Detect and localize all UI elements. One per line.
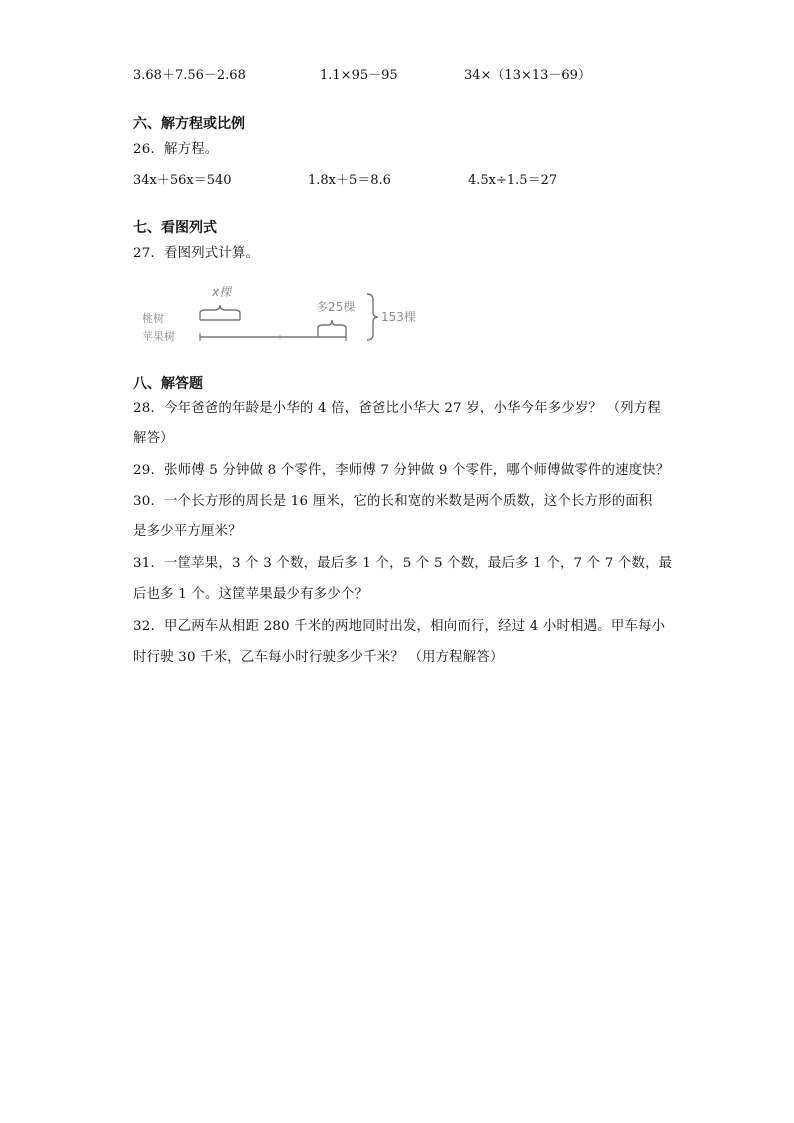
- question-29-line-1: 29．张师傅 5 分钟做 8 个零件，李师傅 7 分钟做 9 个零件，哪个师傅做零件的速度快？: [133, 463, 670, 478]
- question-30-line-1: 30．一个长方形的周长是 16 厘米，它的长和宽的米数是两个质数，这个长方形的面积: [133, 494, 653, 509]
- total-count-label: 153棵: [381, 310, 416, 324]
- question-26: 26．解方程。: [133, 142, 219, 157]
- total-brace: [367, 294, 378, 340]
- equation-1: 34x＋56x＝540: [133, 173, 232, 188]
- section-8-heading: 八、解答题: [133, 376, 203, 392]
- question-31-line-1: 31．一筐苹果，3 个 3 个数，最后多 1 个，5 个 5 个数，最后多 1 个，7 个 7 个数，最: [133, 556, 673, 571]
- x-count-label: x棵: [212, 285, 232, 299]
- question-32-line-1: 32．甲乙两车从相距 280 千米的两地同时出发，相向而行，经过 4 小时相遇。甲车每小: [133, 619, 666, 634]
- x-brace: [200, 305, 240, 320]
- more-brace: [318, 320, 346, 337]
- question-28-line-2: 解答）: [133, 431, 174, 446]
- question-27: 27．看图列式计算。: [133, 246, 260, 261]
- peach-tree-label: 桃树: [142, 312, 164, 325]
- calc-expression-2: 1.1×95－95: [320, 68, 398, 83]
- question-32-line-2: 时行驶 30 千米，乙车每小时行驶多少千米？ （用方程解答）: [133, 650, 504, 665]
- question-31-line-2: 后也多 1 个。这筐苹果最少有多少个？: [133, 587, 369, 602]
- section-7-heading: 七、看图列式: [133, 220, 217, 236]
- question-30-line-2: 是多少平方厘米？: [133, 524, 242, 539]
- apple-tree-label: 苹果树: [142, 330, 175, 343]
- calc-expression-1: 3.68＋7.56－2.68: [133, 68, 246, 83]
- question-28-line-1: 28．今年爸爸的年龄是小华的 4 倍，爸爸比小华大 27 岁，小华今年多少岁？ （列方程: [133, 401, 661, 416]
- calc-expression-3: 34×（13×13－69）: [464, 68, 591, 83]
- tree-count-diagram: [140, 282, 440, 346]
- equation-3: 4.5x÷1.5＝27: [468, 173, 558, 188]
- more-count-label: 多25棵: [316, 300, 356, 314]
- section-6-heading: 六、解方程或比例: [133, 116, 245, 132]
- equation-2: 1.8x＋5＝8.6: [308, 173, 391, 188]
